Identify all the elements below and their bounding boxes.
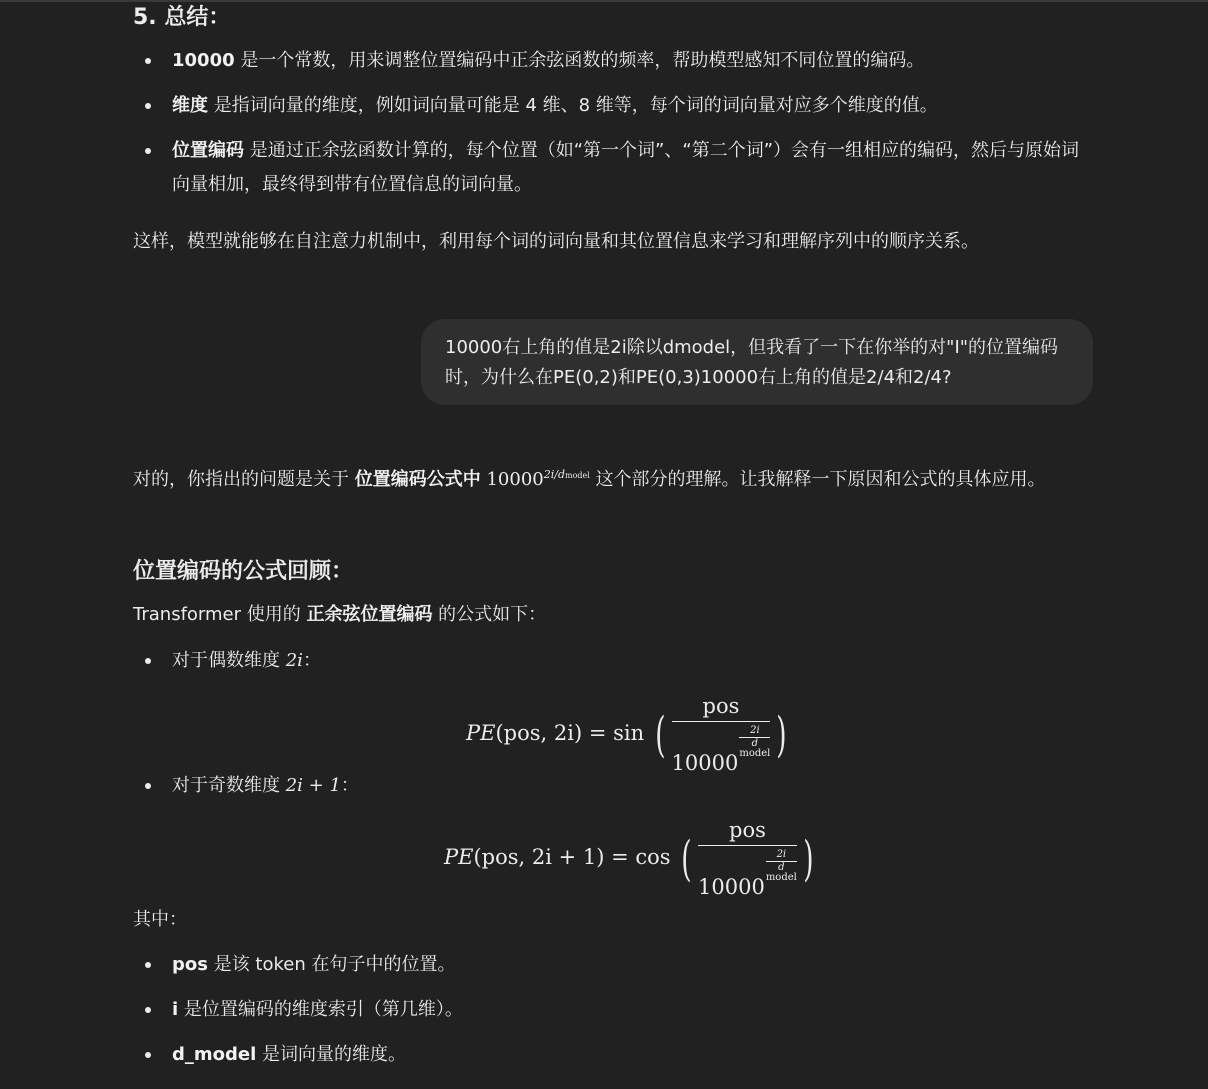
summary-heading: 5. 总结：: [133, 5, 231, 30]
equation-cos: PE(pos, 2i + 1) = cos ( pos 10000 2i d model ): [444, 818, 814, 899]
user-message-text: 10000右上角的值是2i除以dmodel，但我看了一下在你举的对"I"的位置编码时，为什么在PE(0,2)和PE(0,3)10000右上角的值是2/4和2/4?: [445, 337, 1059, 388]
inline-math-base: $10000^{2i/dmodel}$: [486, 468, 590, 490]
equation-sin: PE(pos, 2i) = sin ( pos 10000 2i d model ): [466, 694, 787, 775]
list-item: pos 是该 token 在句子中的位置。: [133, 948, 1093, 982]
user-message-bubble: [421, 319, 1093, 405]
list-item: 对于偶数维度 2i：: [133, 644, 1093, 678]
answer-intro: 对的，你指出的问题是关于 位置编码公式中 $10000^{2i/dmodel}$ 这个部分的理解。让我解释一下原因和公式的具体应用。: [133, 468, 1046, 490]
formula-intro: Transformer 使用的 正余弦位置编码 的公式如下：: [133, 604, 547, 625]
list-item: 对于奇数维度 2i + 1：: [133, 769, 1093, 803]
list-item: 10000 是一个常数，用来调整位置编码中正余弦函数的频率，帮助模型感知不同位置的编码。: [133, 44, 1093, 78]
summary-conclusion: 这样，模型就能够在自注意力机制中，利用每个词的词向量和其位置信息来学习和理解序列中的顺序关系。: [133, 231, 979, 252]
list-item: i 是位置编码的维度索引（第几维）。: [133, 993, 1093, 1027]
formula-heading: 位置编码的公式回顾：: [133, 559, 354, 584]
list-item: 位置编码 是通过正余弦函数计算的，每个位置（如“第一个词”、“第二个词”）会有一组相应的编码，然后与原始词向量相加，最终得到带有位置信息的词向量。: [133, 134, 1093, 202]
where-label: 其中：: [133, 909, 187, 930]
list-item: 维度 是指词向量的维度，例如词向量可能是 4 维、8 维等，每个词的词向量对应多个维度的值。: [133, 89, 1093, 123]
list-item: d_model 是词向量的维度。: [133, 1038, 1093, 1072]
